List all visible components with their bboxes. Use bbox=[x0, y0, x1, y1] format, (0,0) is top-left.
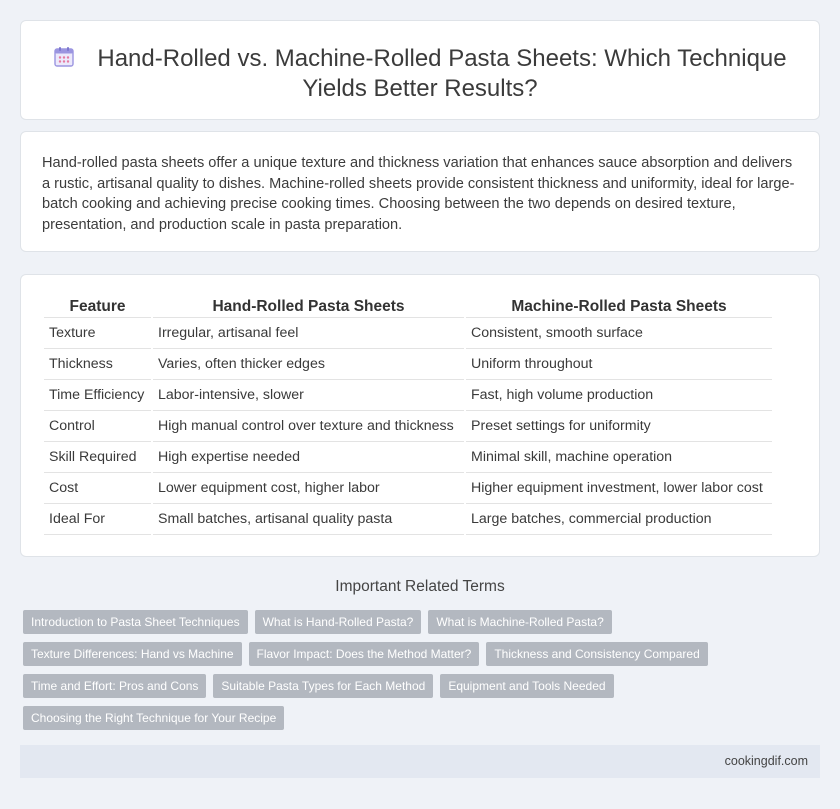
table-row bbox=[44, 318, 772, 349]
row-machine-rolled: Uniform throughout bbox=[466, 349, 772, 380]
header-hand-rolled: Hand-Rolled Pasta Sheets bbox=[153, 296, 464, 318]
table-row bbox=[44, 349, 772, 380]
row-hand-rolled: High expertise needed bbox=[153, 442, 464, 473]
row-machine-rolled: Consistent, smooth surface bbox=[466, 318, 772, 349]
row-hand-rolled: Irregular, artisanal feel bbox=[153, 318, 464, 349]
related-tags-row bbox=[23, 610, 612, 634]
row-feature: Time Efficiency bbox=[44, 380, 151, 411]
footer-site-link[interactable]: cookingdif.com bbox=[724, 754, 808, 768]
intro-paragraph: Hand-rolled pasta sheets offer a unique texture and thickness variation that enhances sauce absorption and delivers a rustic, artisanal quality to dishes. Machine-rolled sheets provide consistent thickness and uniformity, ideal for large-batch cooking and achieving precise cooking times. Choosing between the two depends on desired texture, presentation, and production scale in pasta preparation. bbox=[42, 155, 795, 233]
row-feature: Ideal For bbox=[44, 504, 151, 535]
table-row bbox=[44, 504, 772, 535]
table-row bbox=[44, 411, 772, 442]
related-tag[interactable]: Equipment and Tools Needed bbox=[440, 674, 613, 698]
table-row bbox=[44, 473, 772, 504]
related-tag[interactable]: Thickness and Consistency Compared bbox=[486, 642, 707, 666]
title-card bbox=[20, 20, 820, 120]
table-row bbox=[44, 442, 772, 473]
row-hand-rolled: Varies, often thicker edges bbox=[153, 349, 464, 380]
comparison-card bbox=[20, 274, 820, 557]
comparison-table bbox=[42, 296, 774, 535]
row-hand-rolled: Small batches, artisanal quality pasta bbox=[153, 504, 464, 535]
row-machine-rolled: Higher equipment investment, lower labor cost bbox=[466, 473, 772, 504]
row-machine-rolled: Minimal skill, machine operation bbox=[466, 442, 772, 473]
related-tag[interactable]: Introduction to Pasta Sheet Techniques bbox=[23, 610, 248, 634]
row-feature: Thickness bbox=[44, 349, 151, 380]
related-tag[interactable]: What is Machine-Rolled Pasta? bbox=[428, 610, 611, 634]
row-hand-rolled: Lower equipment cost, higher labor bbox=[153, 473, 464, 504]
related-tag[interactable]: Choosing the Right Technique for Your Recipe bbox=[23, 706, 284, 730]
header-feature: Feature bbox=[44, 296, 151, 318]
calendar-icon bbox=[53, 46, 75, 68]
related-tag[interactable]: Time and Effort: Pros and Cons bbox=[23, 674, 206, 698]
row-feature: Control bbox=[44, 411, 151, 442]
row-feature: Cost bbox=[44, 473, 151, 504]
related-tags-row bbox=[23, 674, 614, 698]
table-row bbox=[44, 380, 772, 411]
page-title: Hand-Rolled vs. Machine-Rolled Pasta Sheets: Which Technique Yields Better Results? bbox=[97, 45, 787, 102]
row-machine-rolled: Preset settings for uniformity bbox=[466, 411, 772, 442]
related-tag[interactable]: Flavor Impact: Does the Method Matter? bbox=[249, 642, 480, 666]
footer bbox=[20, 745, 820, 778]
row-feature: Texture bbox=[44, 318, 151, 349]
title-wrap bbox=[21, 44, 819, 104]
related-tags-row bbox=[23, 642, 708, 666]
related-tag[interactable]: What is Hand-Rolled Pasta? bbox=[255, 610, 422, 634]
row-machine-rolled: Large batches, commercial production bbox=[466, 504, 772, 535]
header-machine-rolled: Machine-Rolled Pasta Sheets bbox=[466, 296, 772, 318]
related-tag[interactable]: Texture Differences: Hand vs Machine bbox=[23, 642, 242, 666]
row-feature: Skill Required bbox=[44, 442, 151, 473]
related-tag[interactable]: Suitable Pasta Types for Each Method bbox=[213, 674, 433, 698]
row-hand-rolled: High manual control over texture and thickness bbox=[153, 411, 464, 442]
related-tags-row bbox=[23, 706, 284, 730]
table-header-row bbox=[44, 296, 772, 318]
row-hand-rolled: Labor-intensive, slower bbox=[153, 380, 464, 411]
row-machine-rolled: Fast, high volume production bbox=[466, 380, 772, 411]
related-terms-heading: Important Related Terms bbox=[335, 578, 505, 595]
intro-card bbox=[20, 131, 820, 252]
